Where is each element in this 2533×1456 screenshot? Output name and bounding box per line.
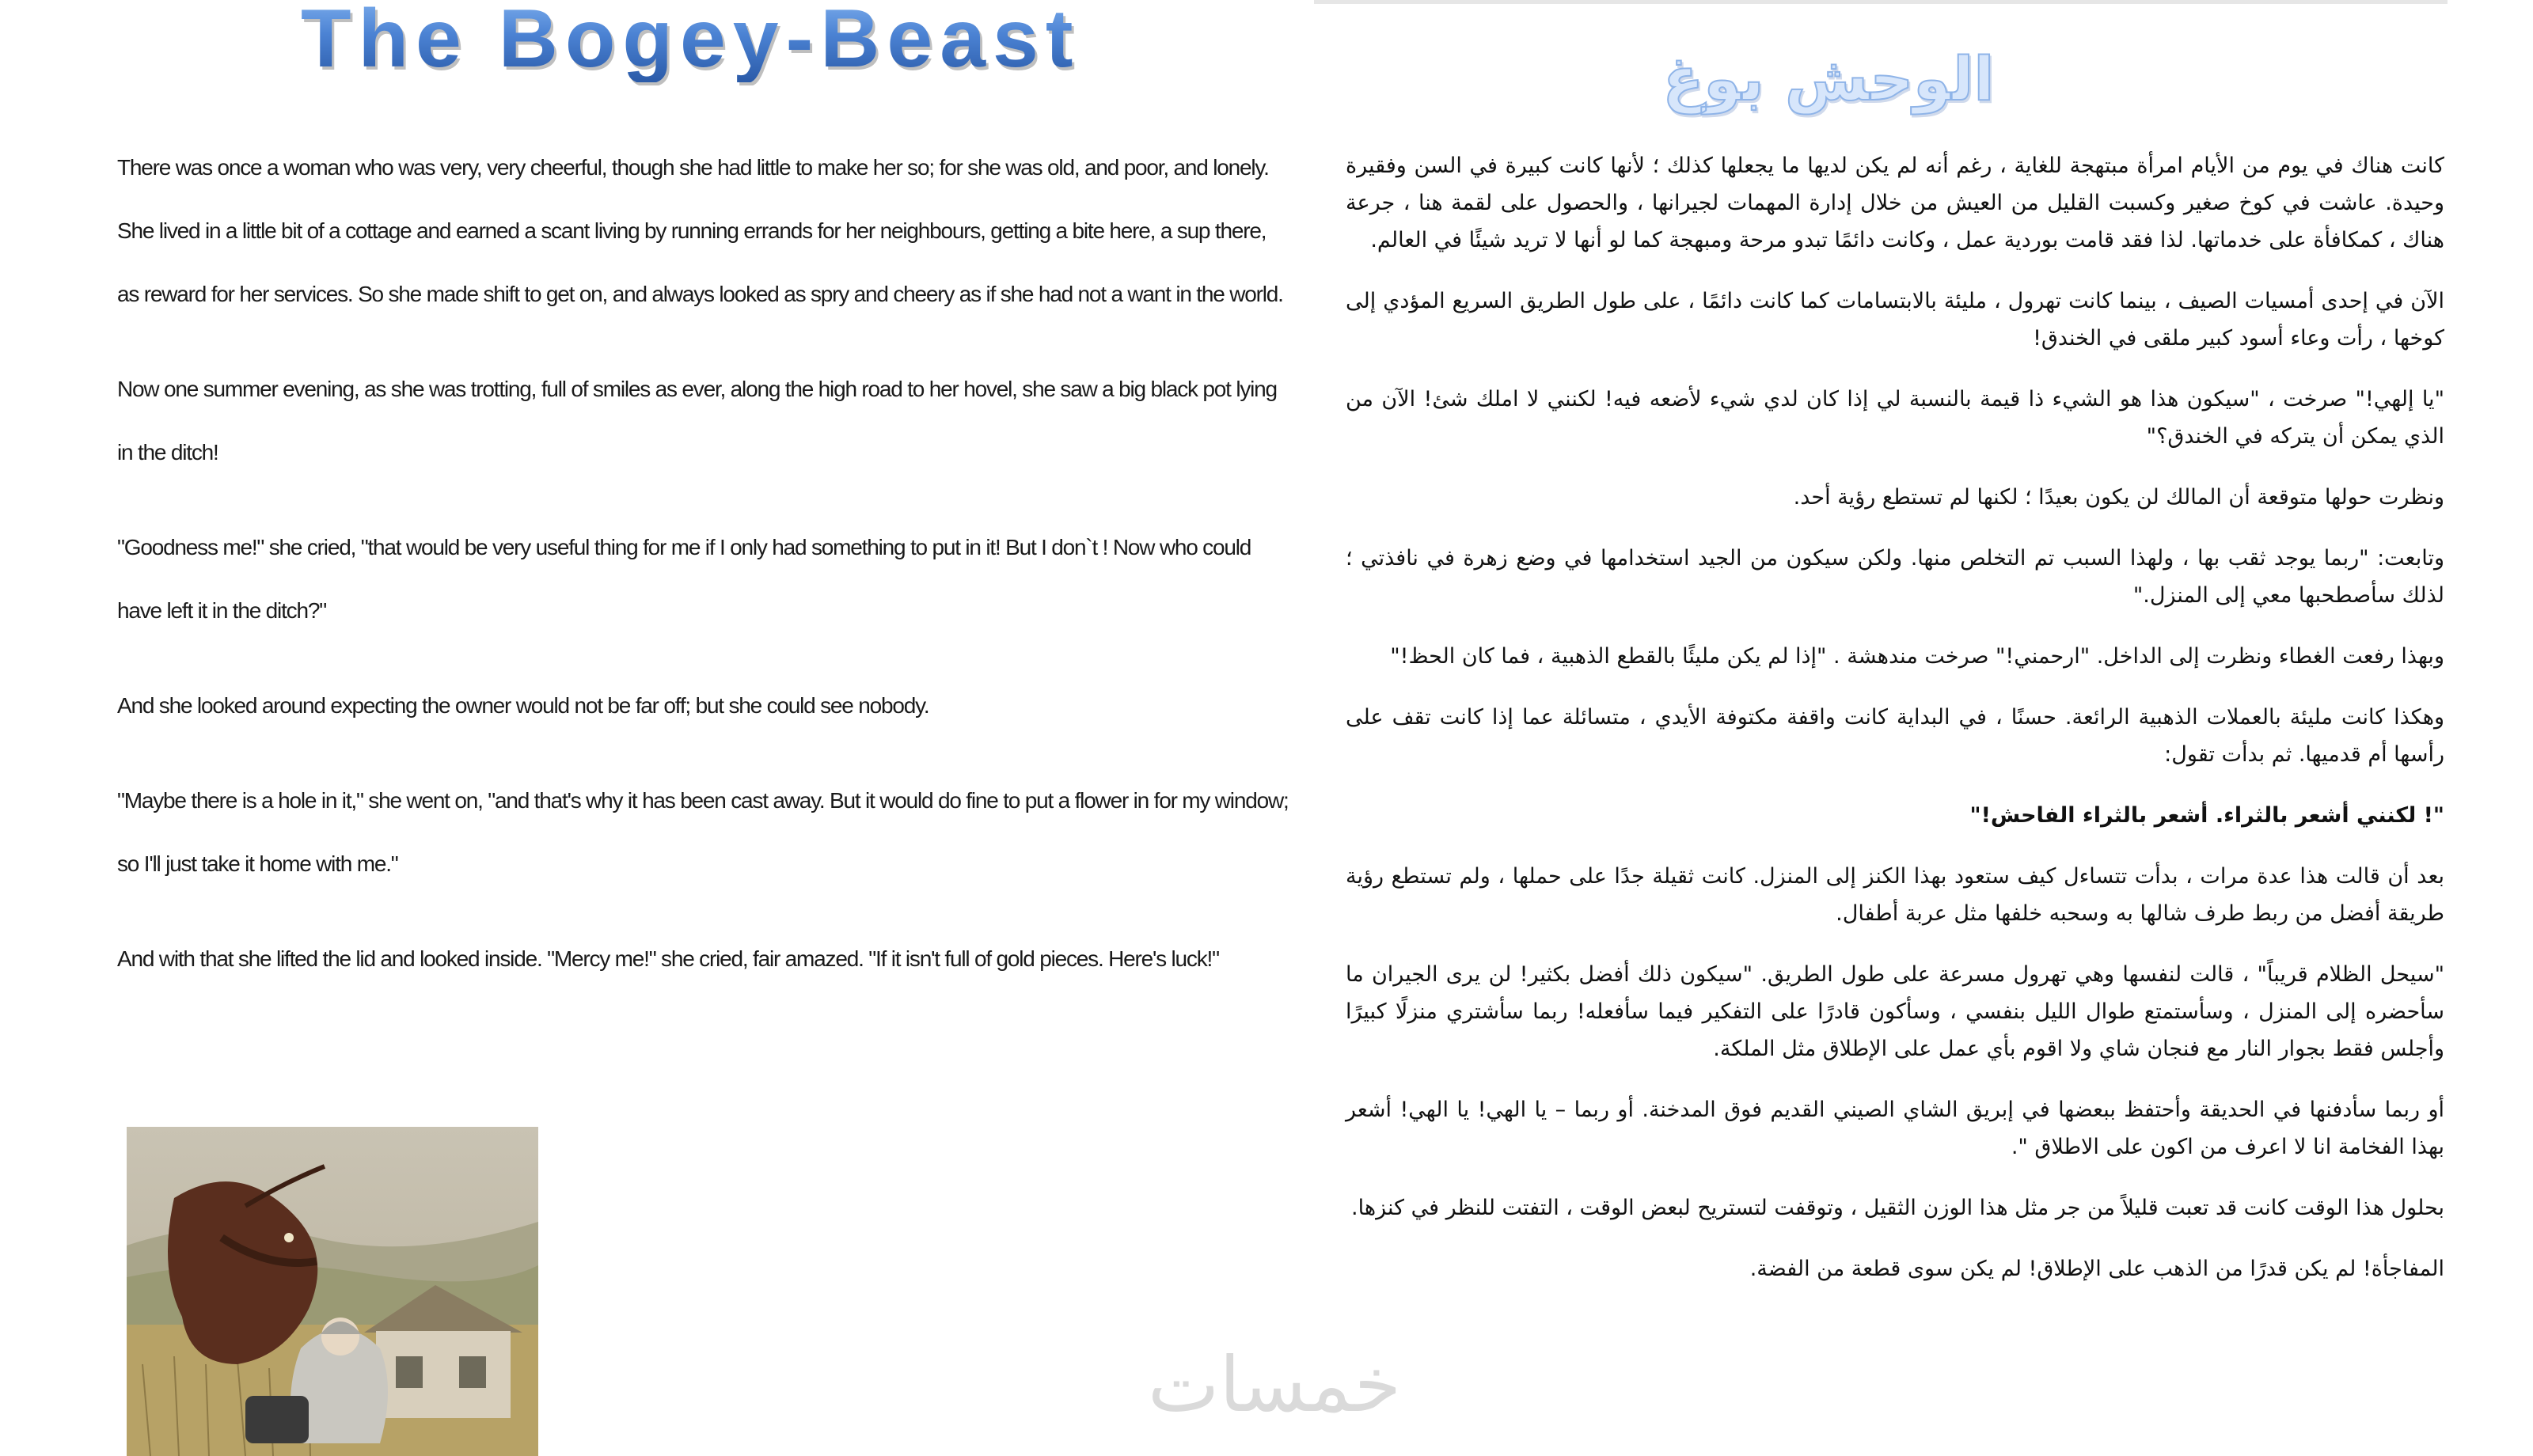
arabic-paragraph: أو ربما سأدفنها في الحديقة وأحتفظ ببعضها في إبريق الشاي الصيني القديم فوق المدخنة. أو ربما – يا الهي! يا الهي! أشعر بهذا الفخامة انا لا اعرف من اكون على الاطلاق ". bbox=[1346, 1098, 2444, 1159]
english-title: The Bogey-Beast bbox=[301, 0, 1092, 82]
english-body bbox=[117, 136, 1289, 1022]
arabic-paragraph: "سيحل الظلام قريباً" ، قالت لنفسها وهي تهرول مسرعة على طول الطريق. "سيكون ذلك أفضل بكثير! لن يرى الجيران ما سأحضره إلى المنزل ، وسأستمتع طوال الليل بنفسي ، وسأكون قادرًا على التفكير فيما سأفعله! ربما سأشتري منزلًا كبيرًا وأجلس فقط بجوار النار مع فنجان شاي ولا اقوم بأي عمل على الإطلاق مثل الملكة. bbox=[1346, 962, 2444, 1061]
arabic-body bbox=[1346, 147, 2444, 1311]
english-paragraph: And she looked around expecting the owner would not be far off; but she could see nobody. bbox=[117, 693, 929, 718]
english-paragraph: Now one summer evening, as she was trotting, full of smiles as ever, along the high road to her hovel, she saw a big black pot lying in the ditch! bbox=[117, 377, 1277, 464]
arabic-paragraph: وتابعت: "ربما يوجد ثقب بها ، ولهذا السبب تم التخلص منها. ولكن سيكون من الجيد استخدامها في وضع زهرة في نافذتي ؛ لذلك سأصطحبها معي إلى المنزل." bbox=[1346, 546, 2444, 608]
arabic-paragraph: "يا إلهي!" صرخت ، "سيكون هذا هو الشيء ذا قيمة بالنسبة لي إذا كان لدي شيء لأضعه فيه! لكنني لا املك شئ! الآن من الذي يمكن أن يتركه في الخندق؟" bbox=[1346, 387, 2444, 449]
arabic-paragraph: وهكذا كانت مليئة بالعملات الذهبية الرائعة. حسنًا ، في البداية كانت واقفة مكتوفة الأيدي ، متسائلة عما إذا كانت تقف على رأسها أم قدميها. ثم بدأت تقول: bbox=[1346, 705, 2444, 767]
arabic-paragraph: "! لكنني أشعر بالثراء. أشعر بالثراء الفاحش!" bbox=[1969, 803, 2444, 828]
arabic-paragraph: الآن في إحدى أمسيات الصيف ، بينما كانت تهرول ، مليئة بالابتسامات كما كانت دائمًا ، على طول الطريق السريع المؤدي إلى كوخها ، رأت وعاء أسود كبير ملقى في الخندق! bbox=[1346, 289, 2444, 351]
arabic-title: الوحش بوغ bbox=[1662, 44, 1995, 114]
english-paragraph: "Maybe there is a hole in it," she went on, "and that's why it has been cast away. But it would do fine to put a flower in for my window; so I'll just take it home with me." bbox=[117, 788, 1289, 876]
english-paragraph: There was once a woman who was very, very cheerful, though she had little to make her so; for she was old, and poor, and lonely. She lived in a little bit of a cottage and earned a scant living by running errands for her neighbours, getting a bite here, a sup there, as reward for her services. So she made shift to get on, and always looked as spry and cheery as if she had not a want in the world. bbox=[117, 155, 1283, 306]
divider bbox=[1314, 0, 2448, 4]
arabic-paragraph: بعد أن قالت هذا عدة مرات ، بدأت تتساءل كيف ستعود بهذا الكنز إلى المنزل. كانت ثقيلة جدًا على حملها ، ولم تستطع رؤية طريقة أفضل من ربط طرف شالها به وسحبه خلفها مثل عربة أطفال. bbox=[1346, 864, 2444, 926]
english-paragraph: And with that she lifted the lid and looked inside. "Mercy me!" she cried, fair amazed. "If it isn't full of gold pieces. Here's luck!" bbox=[117, 946, 1219, 971]
english-paragraph: "Goodness me!" she cried, "that would be very useful thing for me if I only had something to put in it! But I don`t ! Now who could have left it in the ditch?" bbox=[117, 535, 1251, 623]
watermark-logo: خمسات bbox=[1147, 1340, 1402, 1429]
arabic-paragraph: كانت هناك في يوم من الأيام امرأة مبتهجة للغاية ، رغم أنه لم يكن لديها ما يجعلها كذلك ؛ لأنها كانت كبيرة في السن وفقيرة وحيدة. عاشت في كوخ صغير وكسبت القليل من العيش من خلال إدارة المهمات لجيرانها ، والحصول على لقمة هنا ، جرعة هناك ، كمكافأة على خدماتها. لذا فقد قامت بوردية عمل ، وكانت دائمًا تبدو مرحة ومبهجة كما لو أنها لا تريد شيئًا في العالم. bbox=[1346, 154, 2444, 252]
story-illustration bbox=[127, 1127, 538, 1456]
arabic-paragraph: بحلول هذا الوقت كانت قد تعبت قليلاً من جر مثل هذا الوزن الثقيل ، وتوقفت لتستريح لبعض الوقت ، التفتت للنظر في كنزها. bbox=[1351, 1196, 2444, 1220]
arabic-column bbox=[1314, 0, 2533, 1456]
arabic-paragraph: المفاجأة! لم يكن قدرًا من الذهب على الإطلاق! لم يكن سوى قطعة من الفضة. bbox=[1749, 1257, 2444, 1281]
arabic-paragraph: وبهذا رفعت الغطاء ونظرت إلى الداخل. "ارحمني!" صرخت مندهشة . "إذا لم يكن مليئًا بالقطع الذهبية ، فما كان الحظ!" bbox=[1390, 644, 2444, 669]
arabic-paragraph: ونظرت حولها متوقعة أن المالك لن يكون بعيدًا ؛ لكنها لم تستطع رؤية أحد. bbox=[1793, 485, 2444, 510]
